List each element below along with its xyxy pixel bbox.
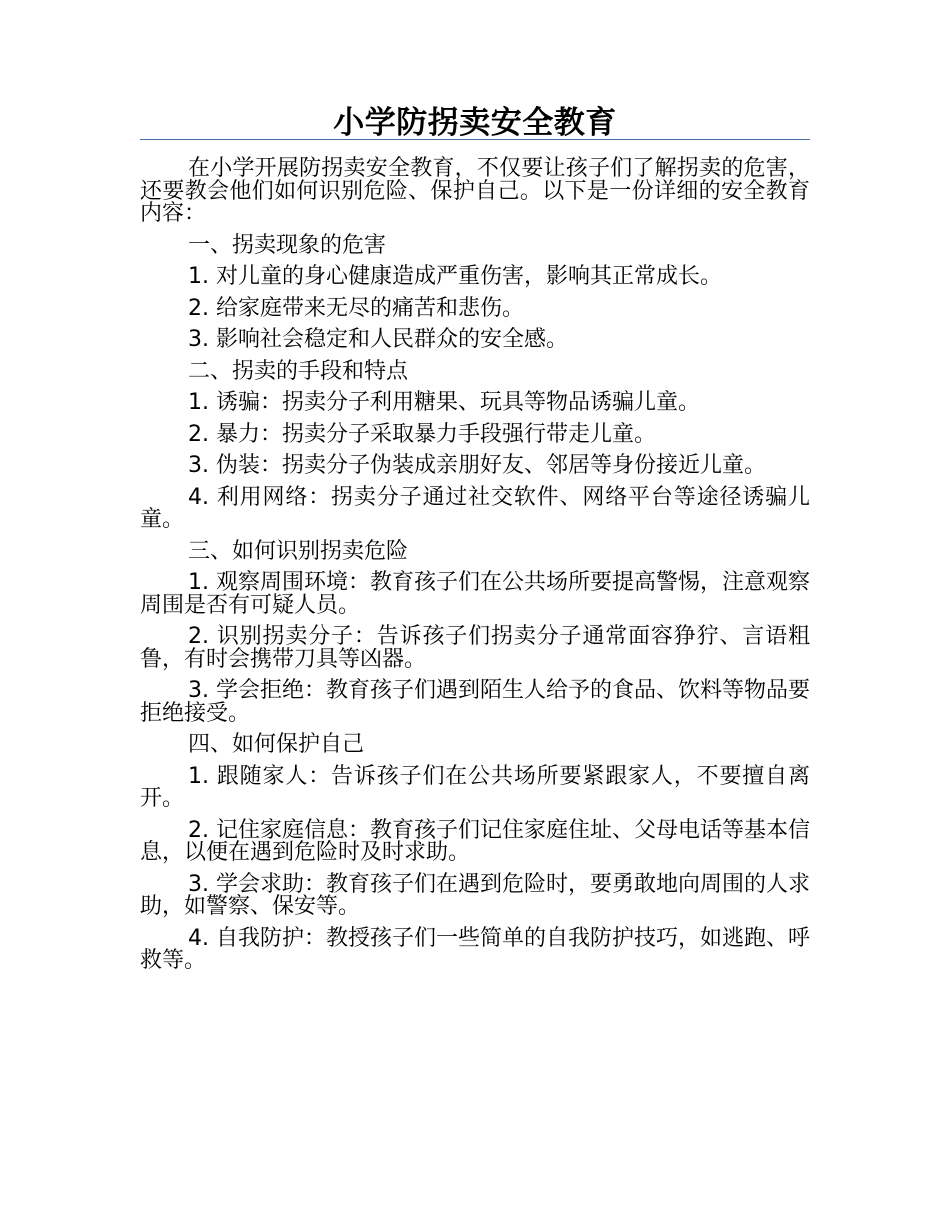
list-item: 4. 利用网络：拐卖分子通过社交软件、网络平台等途径诱骗儿童。 — [140, 484, 810, 532]
list-item: 2. 给家庭带来无尽的痛苦和悲伤。 — [188, 295, 524, 321]
list-item: 1. 诱骗：拐卖分子利用糖果、玩具等物品诱骗儿童。 — [188, 390, 700, 415]
document-body — [140, 158, 810, 973]
list-item: 2. 暴力：拐卖分子采取暴力手段强行带走儿童。 — [188, 421, 656, 447]
document-title: 小学防拐卖安全教育 — [333, 105, 617, 141]
intro-paragraph: 在小学开展防拐卖安全教育，不仅要让孩子们了解拐卖的危害，还要教会他们如何识别危险、保护自己。以下是一份详细的安全教育内容： — [140, 156, 810, 226]
list-item: 1. 观察周围环境：教育孩子们在公共场所要提高警惕，注意观察周围是否有可疑人员。 — [140, 570, 810, 618]
list-item: 4. 自我防护：教授孩子们一些简单的自我防护技巧，如逃跑、呼救等。 — [140, 925, 810, 973]
list-item: 3. 伪装：拐卖分子伪装成亲朋好友、邻居等身份接近儿童。 — [188, 453, 766, 478]
section-heading-protect: 四、如何保护自己 — [188, 732, 365, 757]
list-item: 1. 跟随家人：告诉孩子们在公共场所要紧跟家人，不要擅自离开。 — [140, 763, 810, 811]
list-item: 3. 学会求助：教育孩子们在遇到危险时，要勇敢地向周围的人求助，如警察、保安等。 — [140, 871, 810, 919]
list-item: 3. 学会拒绝：教育孩子们遇到陌生人给予的食品、饮料等物品要拒绝接受。 — [140, 678, 810, 726]
list-item: 2. 识别拐卖分子：告诉孩子们拐卖分子通常面容狰狞、言语粗鲁，有时会携带刀具等凶器。 — [140, 624, 810, 672]
title-underline — [140, 139, 810, 140]
list-item: 1. 对儿童的身心健康造成严重伤害，影响其正常成长。 — [188, 264, 722, 289]
section-heading-identify: 三、如何识别拐卖危险 — [188, 538, 409, 564]
list-item: 3. 影响社会稳定和人民群众的安全感。 — [188, 327, 568, 352]
section-heading-harm: 一、拐卖现象的危害 — [188, 232, 387, 258]
section-heading-methods: 二、拐卖的手段和特点 — [188, 358, 409, 384]
list-item: 2. 记住家庭信息：教育孩子们记住家庭住址、父母电话等基本信息，以便在遇到危险时及时求助。 — [140, 817, 810, 865]
